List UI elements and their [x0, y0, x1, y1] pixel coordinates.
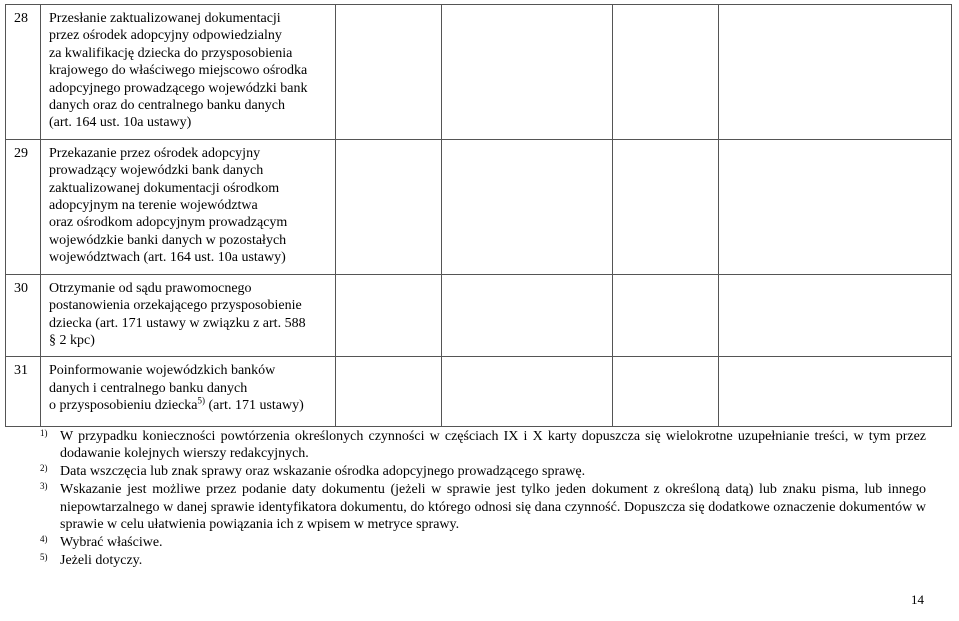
footnote-mark: 1): [40, 428, 48, 438]
empty-cell[interactable]: [613, 139, 719, 274]
row-description: Poinformowanie wojewódzkich banków danych i centralnego banku danych o przysposobieniu dziecka$^{5)}$ (art. 171 ustawy): [41, 357, 336, 427]
footnote: [40, 534, 926, 551]
footnote-mark: 5): [40, 551, 48, 562]
footnote-mark: 3): [40, 481, 48, 492]
row-number: 29: [6, 139, 41, 274]
page-number: 14: [911, 592, 924, 607]
empty-cell[interactable]: [442, 5, 613, 140]
footnote-text: Data wszczęcia lub znak sprawy oraz wskazanie ośrodka adopcyjnego prowadzącego sprawę.: [60, 464, 586, 480]
empty-cell[interactable]: [719, 5, 952, 140]
empty-cell[interactable]: [613, 5, 719, 140]
footnotes: [40, 428, 926, 570]
empty-cell[interactable]: [719, 274, 952, 357]
row-number: 31: [6, 357, 41, 427]
footnote: [40, 463, 926, 480]
table-row: [6, 274, 952, 357]
row-description: Przesłanie zaktualizowanej dokumentacji przez ośrodek adopcyjny odpowiedzialny za kwalifikację dziecka do przysposobienia krajowego do właściwego miejscowo ośrodka adopcyjnego prowadzącego wojewódzki bank danych oraz do centralnego banku danych (art. 164 ust. 10a ustawy): [41, 5, 336, 140]
footnote-text: Wybrać właściwe.: [60, 534, 163, 550]
table-row: [6, 357, 952, 427]
empty-cell[interactable]: [442, 274, 613, 357]
empty-cell[interactable]: [336, 139, 442, 274]
table-row: [6, 139, 952, 274]
row-number: 28: [6, 5, 41, 140]
footnote-text: Jeżeli dotyczy.: [60, 552, 143, 568]
action-table: [5, 4, 952, 427]
empty-cell[interactable]: [442, 357, 613, 427]
empty-cell[interactable]: [613, 357, 719, 427]
empty-cell[interactable]: [336, 274, 442, 357]
footnote-text: Wskazanie jest możliwe przez podanie daty dokumentu (jeżeli w sprawie jest tylko jeden dokument z określoną datą) lub znaku pisma, lub innego niepowtarzalnego w danej sprawie identyfikatora dokumentu, do którego odnosi się dana czynność. Dopuszcza się dodatkowe oznaczenie dokumentów w sprawie w celu ułatwienia powiązania ich z wpisem w metryce sprawy.: [60, 482, 926, 533]
footnote-text: W przypadku konieczności powtórzenia określonych czynności w częściach IX i X karty dopuszcza się wielokrotne uzupełnianie treści, w tym przez dodawanie kolejnych wierszy redakcyjnych.: [60, 429, 926, 462]
footnote-mark: 2): [40, 463, 48, 474]
row-description: Przekazanie przez ośrodek adopcyjny prowadzący wojewódzki bank danych zaktualizowanej dokumentacji ośrodkom adopcyjnym na terenie województwa oraz ośrodkom adopcyjnym prowadzącym wojewódzkie banki danych w pozostałych województwach (art. 164 ust. 10a ustawy): [41, 139, 336, 274]
empty-cell[interactable]: [336, 5, 442, 140]
footnote-reference: 5): [197, 395, 206, 406]
row-number: 30: [6, 274, 41, 357]
empty-cell[interactable]: [336, 357, 442, 427]
footnote: [40, 481, 926, 533]
footnote-mark: 4): [40, 533, 48, 544]
row-description: Otrzymanie od sądu prawomocnego postanowienia orzekającego przysposobienie dziecka (art. 171 ustawy w związku z art. 588 § 2 kpc): [41, 274, 336, 357]
empty-cell[interactable]: [719, 357, 952, 427]
table-row: [6, 5, 952, 140]
footnote: [40, 428, 926, 463]
empty-cell[interactable]: [442, 139, 613, 274]
footnote: [40, 552, 926, 569]
empty-cell[interactable]: [613, 274, 719, 357]
empty-cell[interactable]: [719, 139, 952, 274]
